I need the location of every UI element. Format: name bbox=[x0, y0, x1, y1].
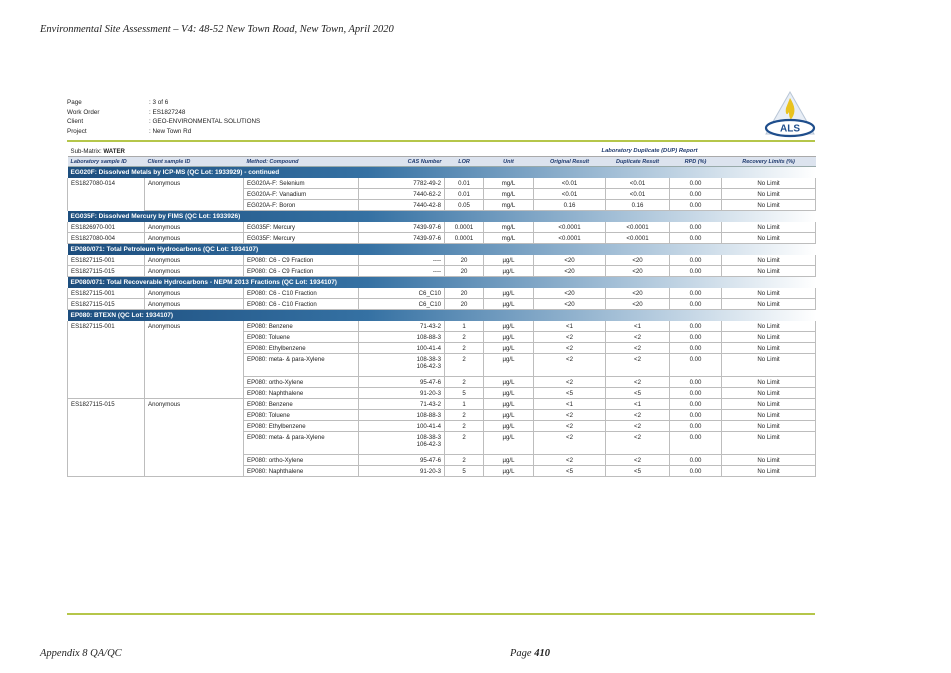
original-result: <1 bbox=[534, 321, 606, 332]
rpd: 0.00 bbox=[670, 222, 722, 233]
unit: µg/L bbox=[484, 255, 534, 266]
lab-sample-id: ES1827080-004 bbox=[68, 233, 145, 244]
unit: µg/L bbox=[484, 421, 534, 432]
duplicate-result: <2 bbox=[606, 377, 670, 388]
section-title: EP080/071: Total Petroleum Hydrocarbons (QC Lot: 1934107) bbox=[68, 244, 816, 256]
compound: EP080: Toluene bbox=[244, 332, 359, 343]
cas-number: 100-41-4 bbox=[359, 343, 445, 354]
rpd: 0.00 bbox=[670, 432, 722, 455]
rpd: 0.00 bbox=[670, 410, 722, 421]
original-result: <2 bbox=[534, 455, 606, 466]
rpd: 0.00 bbox=[670, 421, 722, 432]
col-lab-sample-id: Laboratory sample ID bbox=[68, 157, 145, 167]
meta-value: : ES1827248 bbox=[149, 108, 186, 116]
compound: EP080: C6 - C9 Fraction bbox=[244, 255, 359, 266]
als-logo bbox=[762, 90, 818, 138]
rpd: 0.00 bbox=[670, 466, 722, 477]
cas-primary: 108-38-3 bbox=[416, 434, 442, 441]
compound: EP080: C6 - C10 Fraction bbox=[244, 299, 359, 310]
compound: EG035F: Mercury bbox=[244, 222, 359, 233]
lor: 2 bbox=[445, 455, 484, 466]
recovery-limits: No Limit bbox=[722, 266, 816, 277]
footer-page-number: 410 bbox=[534, 648, 550, 659]
unit: mg/L bbox=[484, 233, 534, 244]
lor: 20 bbox=[445, 266, 484, 277]
unit: µg/L bbox=[484, 343, 534, 354]
unit: mg/L bbox=[484, 222, 534, 233]
recovery-limits: No Limit bbox=[722, 388, 816, 399]
meta-label: Client bbox=[67, 118, 84, 126]
original-result: <0.0001 bbox=[534, 233, 606, 244]
rpd: 0.00 bbox=[670, 332, 722, 343]
unit: µg/L bbox=[484, 432, 534, 455]
section-header-row bbox=[68, 211, 816, 223]
recovery-limits: No Limit bbox=[722, 222, 816, 233]
cas-number: C6_C10 bbox=[359, 288, 445, 299]
unit: µg/L bbox=[484, 321, 534, 332]
table-row bbox=[68, 288, 816, 299]
rpd: 0.00 bbox=[670, 189, 722, 200]
recovery-limits: No Limit bbox=[722, 410, 816, 421]
recovery-limits: No Limit bbox=[722, 178, 816, 189]
recovery-limits: No Limit bbox=[722, 432, 816, 455]
report-meta bbox=[67, 98, 260, 136]
dup-report-title: Laboratory Duplicate (DUP) Report bbox=[484, 146, 816, 157]
unit: mg/L bbox=[484, 189, 534, 200]
footer-page-label: Page bbox=[510, 648, 535, 659]
lor: 2 bbox=[445, 410, 484, 421]
rpd: 0.00 bbox=[670, 388, 722, 399]
lab-sample-id: ES1826970-001 bbox=[68, 222, 145, 233]
section-title: EG020F: Dissolved Metals by ICP-MS (QC Lot: 1933929) - continued bbox=[68, 167, 816, 179]
lor: 5 bbox=[445, 388, 484, 399]
original-result: <0.01 bbox=[534, 189, 606, 200]
unit: µg/L bbox=[484, 388, 534, 399]
original-result: <2 bbox=[534, 354, 606, 377]
duplicate-result: <2 bbox=[606, 432, 670, 455]
rpd: 0.00 bbox=[670, 455, 722, 466]
cas-number: 91-20-3 bbox=[359, 388, 445, 399]
compound: EP080: Ethylbenzene bbox=[244, 343, 359, 354]
col-duplicate-result: Duplicate Result bbox=[606, 157, 670, 167]
lor: 0.01 bbox=[445, 178, 484, 189]
lor: 2 bbox=[445, 332, 484, 343]
recovery-limits: No Limit bbox=[722, 299, 816, 310]
section-title: EP080/071: Total Recoverable Hydrocarbons - NEPM 2013 Fractions (QC Lot: 1934107) bbox=[68, 277, 816, 289]
client-sample-id: Anonymous bbox=[145, 299, 244, 310]
lor: 0.01 bbox=[445, 189, 484, 200]
cas-number: 7782-49-2 bbox=[359, 178, 445, 189]
unit: µg/L bbox=[484, 466, 534, 477]
duplicate-result: <0.0001 bbox=[606, 222, 670, 233]
original-result: <20 bbox=[534, 288, 606, 299]
lor: 2 bbox=[445, 432, 484, 455]
rpd: 0.00 bbox=[670, 399, 722, 410]
cas-number: 71-43-2 bbox=[359, 321, 445, 332]
meta-row-project bbox=[67, 127, 260, 137]
meta-row-work-order bbox=[67, 108, 260, 118]
lor: 0.05 bbox=[445, 200, 484, 211]
section-header-row bbox=[68, 244, 816, 256]
cas-number: 7439-97-6 bbox=[359, 233, 445, 244]
compound: EG020A-F: Boron bbox=[244, 200, 359, 211]
client-sample-id: Anonymous bbox=[145, 266, 244, 277]
table-row bbox=[68, 266, 816, 277]
duplicate-result: <0.0001 bbox=[606, 233, 670, 244]
compound: EP080: C6 - C9 Fraction bbox=[244, 266, 359, 277]
original-result: <1 bbox=[534, 399, 606, 410]
recovery-limits: No Limit bbox=[722, 455, 816, 466]
recovery-limits: No Limit bbox=[722, 233, 816, 244]
footer-page bbox=[510, 648, 550, 659]
cas-number bbox=[359, 432, 445, 455]
table-row bbox=[68, 178, 816, 189]
cas-number: C6_C10 bbox=[359, 299, 445, 310]
lor: 20 bbox=[445, 255, 484, 266]
recovery-limits: No Limit bbox=[722, 377, 816, 388]
table-row bbox=[68, 255, 816, 266]
lab-sample-id: ES1827115-015 bbox=[68, 299, 145, 310]
header-rule bbox=[67, 140, 815, 142]
cas-secondary: 106-42-3 bbox=[416, 363, 442, 370]
original-result: <20 bbox=[534, 299, 606, 310]
meta-value: : 3 of 6 bbox=[149, 99, 169, 106]
table-row bbox=[68, 233, 816, 244]
duplicate-result: <1 bbox=[606, 399, 670, 410]
cas-number: 95-47-6 bbox=[359, 377, 445, 388]
footer-appendix-label: Appendix 8 QA/QC bbox=[40, 648, 122, 659]
submatrix-value: WATER bbox=[103, 147, 125, 155]
recovery-limits: No Limit bbox=[722, 288, 816, 299]
rpd: 0.00 bbox=[670, 354, 722, 377]
lor: 2 bbox=[445, 421, 484, 432]
recovery-limits: No Limit bbox=[722, 200, 816, 211]
compound: EG035F: Mercury bbox=[244, 233, 359, 244]
duplicate-result: <0.01 bbox=[606, 178, 670, 189]
rpd: 0.00 bbox=[670, 343, 722, 354]
compound: EP080: Benzene bbox=[244, 321, 359, 332]
lor: 1 bbox=[445, 399, 484, 410]
table-row bbox=[68, 299, 816, 310]
col-lor: LOR bbox=[445, 157, 484, 167]
rpd: 0.00 bbox=[670, 299, 722, 310]
lab-sample-id: ES1827115-015 bbox=[68, 266, 145, 277]
client-sample-id: Anonymous bbox=[145, 321, 244, 399]
column-header-row bbox=[68, 157, 816, 167]
client-sample-id: Anonymous bbox=[145, 399, 244, 477]
duplicate-result: <5 bbox=[606, 466, 670, 477]
lor: 0.0001 bbox=[445, 222, 484, 233]
section-header-row bbox=[68, 310, 816, 322]
submatrix-cell bbox=[68, 146, 244, 157]
unit: µg/L bbox=[484, 299, 534, 310]
original-result: <0.01 bbox=[534, 178, 606, 189]
rpd: 0.00 bbox=[670, 178, 722, 189]
duplicate-result: <1 bbox=[606, 321, 670, 332]
duplicate-result: <2 bbox=[606, 343, 670, 354]
client-sample-id: Anonymous bbox=[145, 255, 244, 266]
col-client-sample-id: Client sample ID bbox=[145, 157, 244, 167]
compound: EP080: Naphthalene bbox=[244, 388, 359, 399]
recovery-limits: No Limit bbox=[722, 332, 816, 343]
submatrix-label: Sub-Matrix: bbox=[70, 147, 104, 155]
col-original-result: Original Result bbox=[534, 157, 606, 167]
lab-sample-id: ES1827115-015 bbox=[68, 399, 145, 477]
unit: µg/L bbox=[484, 410, 534, 421]
original-result: <20 bbox=[534, 266, 606, 277]
unit: µg/L bbox=[484, 332, 534, 343]
lor: 5 bbox=[445, 466, 484, 477]
duplicate-report-table bbox=[67, 146, 816, 477]
compound: EG020A-F: Vanadium bbox=[244, 189, 359, 200]
compound: EP080: ortho-Xylene bbox=[244, 377, 359, 388]
table-row bbox=[68, 321, 816, 332]
section-title: EG035F: Dissolved Mercury by FIMS (QC Lot: 1933926) bbox=[68, 211, 816, 223]
original-result: 0.16 bbox=[534, 200, 606, 211]
compound: EP080: Ethylbenzene bbox=[244, 421, 359, 432]
cas-number: 108-88-3 bbox=[359, 332, 445, 343]
duplicate-result: <20 bbox=[606, 299, 670, 310]
lab-sample-id: ES1827115-001 bbox=[68, 321, 145, 399]
meta-row-page bbox=[67, 98, 260, 108]
lor: 0.0001 bbox=[445, 233, 484, 244]
cas-number: 108-88-3 bbox=[359, 410, 445, 421]
original-result: <2 bbox=[534, 377, 606, 388]
lab-sample-id: ES1827115-001 bbox=[68, 255, 145, 266]
unit: µg/L bbox=[484, 354, 534, 377]
cas-number: 100-41-4 bbox=[359, 421, 445, 432]
rpd: 0.00 bbox=[670, 377, 722, 388]
compound: EG020A-F: Selenium bbox=[244, 178, 359, 189]
recovery-limits: No Limit bbox=[722, 321, 816, 332]
lor: 2 bbox=[445, 354, 484, 377]
duplicate-result: 0.16 bbox=[606, 200, 670, 211]
recovery-limits: No Limit bbox=[722, 255, 816, 266]
compound: EP080: meta- & para-Xylene bbox=[244, 432, 359, 455]
client-sample-id: Anonymous bbox=[145, 222, 244, 233]
unit: mg/L bbox=[484, 200, 534, 211]
compound: EP080: C6 - C10 Fraction bbox=[244, 288, 359, 299]
cas-number: 71-43-2 bbox=[359, 399, 445, 410]
unit: µg/L bbox=[484, 399, 534, 410]
meta-label: Project bbox=[67, 127, 87, 135]
recovery-limits: No Limit bbox=[722, 421, 816, 432]
recovery-limits: No Limit bbox=[722, 399, 816, 410]
document-header: Environmental Site Assessment – V4: 48-52 New Town Road, New Town, April 2020 bbox=[40, 24, 394, 35]
client-sample-id: Anonymous bbox=[145, 178, 244, 211]
duplicate-result: <0.01 bbox=[606, 189, 670, 200]
lor: 20 bbox=[445, 299, 484, 310]
compound: EP080: ortho-Xylene bbox=[244, 455, 359, 466]
cas-secondary: 106-42-3 bbox=[416, 441, 442, 448]
rpd: 0.00 bbox=[670, 255, 722, 266]
unit: µg/L bbox=[484, 455, 534, 466]
original-result: <2 bbox=[534, 332, 606, 343]
duplicate-result: <20 bbox=[606, 288, 670, 299]
meta-label: Work Order bbox=[67, 108, 100, 116]
compound: EP080: Naphthalene bbox=[244, 466, 359, 477]
unit: µg/L bbox=[484, 288, 534, 299]
duplicate-result: <2 bbox=[606, 455, 670, 466]
meta-value: : GEO-ENVIRONMENTAL SOLUTIONS bbox=[149, 118, 261, 126]
col-cas-number: CAS Number bbox=[359, 157, 445, 167]
original-result: <0.0001 bbox=[534, 222, 606, 233]
lab-sample-id: ES1827080-014 bbox=[68, 178, 145, 211]
duplicate-result: <2 bbox=[606, 332, 670, 343]
cas-number: 7439-97-6 bbox=[359, 222, 445, 233]
original-result: <2 bbox=[534, 432, 606, 455]
unit: µg/L bbox=[484, 377, 534, 388]
lor: 2 bbox=[445, 343, 484, 354]
section-title: EP080: BTEXN (QC Lot: 1934107) bbox=[68, 310, 816, 322]
col-unit: Unit bbox=[484, 157, 534, 167]
compound: EP080: Toluene bbox=[244, 410, 359, 421]
lab-sample-id: ES1827115-001 bbox=[68, 288, 145, 299]
footer-rule bbox=[67, 613, 815, 615]
client-sample-id: Anonymous bbox=[145, 233, 244, 244]
duplicate-result: <2 bbox=[606, 421, 670, 432]
cas-number: 7440-42-8 bbox=[359, 200, 445, 211]
duplicate-result: <5 bbox=[606, 388, 670, 399]
original-result: <2 bbox=[534, 410, 606, 421]
col-recovery-limits: Recovery Limits (%) bbox=[722, 157, 816, 167]
rpd: 0.00 bbox=[670, 321, 722, 332]
lor: 2 bbox=[445, 377, 484, 388]
section-header-row bbox=[68, 277, 816, 289]
original-result: <20 bbox=[534, 255, 606, 266]
logo-text: ALS bbox=[780, 123, 800, 135]
cas-number: ---- bbox=[359, 266, 445, 277]
submatrix-row bbox=[68, 146, 816, 157]
recovery-limits: No Limit bbox=[722, 466, 816, 477]
rpd: 0.00 bbox=[670, 233, 722, 244]
cas-number: 7440-62-2 bbox=[359, 189, 445, 200]
cas-number bbox=[359, 354, 445, 377]
recovery-limits: No Limit bbox=[722, 343, 816, 354]
col-rpd: RPD (%) bbox=[670, 157, 722, 167]
meta-row-client bbox=[67, 117, 260, 127]
recovery-limits: No Limit bbox=[722, 354, 816, 377]
cas-number: ---- bbox=[359, 255, 445, 266]
table-row bbox=[68, 222, 816, 233]
original-result: <5 bbox=[534, 388, 606, 399]
cas-primary: 108-38-3 bbox=[416, 356, 442, 363]
lor: 20 bbox=[445, 288, 484, 299]
recovery-limits: No Limit bbox=[722, 189, 816, 200]
duplicate-result: <2 bbox=[606, 410, 670, 421]
lor: 1 bbox=[445, 321, 484, 332]
rpd: 0.00 bbox=[670, 266, 722, 277]
compound: EP080: Benzene bbox=[244, 399, 359, 410]
rpd: 0.00 bbox=[670, 200, 722, 211]
original-result: <5 bbox=[534, 466, 606, 477]
duplicate-result: <20 bbox=[606, 266, 670, 277]
section-header-row bbox=[68, 167, 816, 179]
unit: mg/L bbox=[484, 178, 534, 189]
unit: µg/L bbox=[484, 266, 534, 277]
cas-number: 95-47-6 bbox=[359, 455, 445, 466]
original-result: <2 bbox=[534, 421, 606, 432]
duplicate-result: <2 bbox=[606, 354, 670, 377]
compound: EP080: meta- & para-Xylene bbox=[244, 354, 359, 377]
col-method-compound: Method: Compound bbox=[244, 157, 359, 167]
original-result: <2 bbox=[534, 343, 606, 354]
duplicate-result: <20 bbox=[606, 255, 670, 266]
table-row bbox=[68, 399, 816, 410]
client-sample-id: Anonymous bbox=[145, 288, 244, 299]
meta-label: Page bbox=[67, 99, 82, 106]
meta-value: : New Town Rd bbox=[149, 127, 192, 135]
rpd: 0.00 bbox=[670, 288, 722, 299]
cas-number: 91-20-3 bbox=[359, 466, 445, 477]
